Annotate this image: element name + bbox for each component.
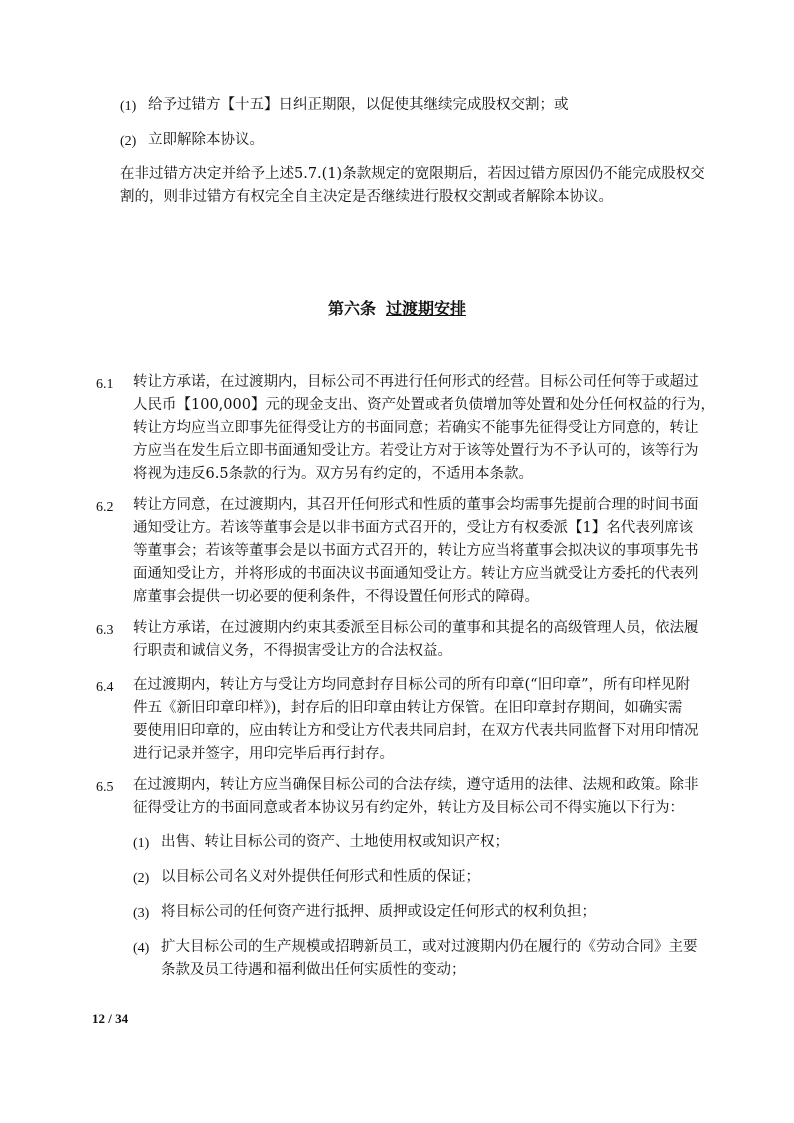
section-number: 6.1 — [96, 377, 114, 392]
section-line: 进行记录并签字，用印完毕后再行封存。 — [133, 746, 394, 762]
section-line: 席董事会提供一切必要的便利条件，不得设置任何形式的障碍。 — [133, 589, 539, 605]
paragraph-line: 割的，则非过错方有权完全自主决定是否继续进行股权交割或者解除本协议。 — [120, 189, 613, 205]
section-line: 征得受让方的书面同意或者本协议另有约定外，转让方及目标公司不得实施以下行为： — [133, 800, 684, 816]
intro-item-text: 给予过错方【十五】日纠正期限，以促使其继续完成股权交割；或 — [148, 97, 569, 113]
section-line: 人民币【100,000】元的现金支出、资产处置或者负债增加等处置和处分任何权益的行为， — [133, 397, 715, 413]
subitem-number: (2) — [133, 871, 150, 886]
section-line: 要使用旧印章的，应由转让方和受让方代表共同启封，在双方代表共同监督下对用印情况 — [133, 723, 699, 739]
intro-item-number: (2) — [120, 134, 137, 149]
subitem-line: 条款及员工待遇和福利做出任何实质性的变动； — [161, 962, 466, 978]
article-label: 第六条 — [327, 299, 376, 318]
subitem-line: 扩大目标公司的生产规模或招聘新员工，或对过渡期内仍在履行的《劳动合同》主要 — [161, 939, 698, 955]
section-line: 转让方同意，在过渡期内，其召开任何形式和性质的董事会均需事先提前合理的时间书面 — [133, 497, 699, 513]
section-number: 6.2 — [96, 500, 114, 515]
section-line: 等董事会；若该等董事会是以书面方式召开的，转让方应当将董事会拟决议的事项事先书 — [133, 543, 699, 559]
section-number: 6.4 — [96, 680, 114, 695]
article-heading — [0, 298, 794, 320]
intro-item-number: (1) — [120, 99, 137, 114]
section-line: 通知受让方。若该等董事会是以非书面方式召开的，受让方有权委派【1】名代表列席该 — [133, 520, 694, 536]
subitem-number: (1) — [133, 836, 150, 851]
section-line: 面通知受让方，并将形成的书面决议书面通知受让方。转让方应当就受让方委托的代表列 — [133, 566, 699, 582]
section-line: 行职责和诚信义务，不得损害受让方的合法权益。 — [133, 643, 452, 659]
section-number: 6.3 — [96, 623, 114, 638]
section-line: 在过渡期内，转让方应当确保目标公司的合法存续，遵守适用的法律、法规和政策。除非 — [133, 777, 699, 793]
section-line: 方应当在发生后立即书面通知受让方。若受让方对于该等处置行为不予认可的，该等行为 — [133, 443, 699, 459]
section-line: 转让方承诺，在过渡期内约束其委派至目标公司的董事和其提名的高级管理人员，依法履 — [133, 620, 699, 636]
section-line: 转让方承诺，在过渡期内，目标公司不再进行任何形式的经营。目标公司任何等于或超过 — [133, 374, 699, 390]
section-number: 6.5 — [96, 780, 114, 795]
subitem-line: 出售、转让目标公司的资产、土地使用权或知识产权； — [161, 834, 509, 850]
section-line: 将视为违反6.5条款的行为。双方另有约定的，不适用本条款。 — [133, 466, 534, 482]
subitem-line: 以目标公司名义对外提供任何形式和性质的保证； — [161, 869, 480, 885]
subitem-number: (4) — [133, 941, 150, 956]
paragraph-line: 在非过错方决定并给予上述5.7.(1)条款规定的宽限期后，若因过错方原因仍不能完成股权交 — [120, 166, 705, 182]
subitem-number: (3) — [133, 906, 150, 921]
article-title: 过渡期安排 — [386, 299, 467, 318]
intro-item-text: 立即解除本协议。 — [148, 132, 264, 148]
subitem-line: 将目标公司的任何资产进行抵押、质押或设定任何形式的权利负担； — [161, 904, 596, 920]
page-number: 12 / 34 — [92, 1011, 129, 1026]
section-line: 转让方均应当立即事先征得受让方的书面同意；若确实不能事先征得受让方同意的，转让 — [133, 420, 699, 436]
section-line: 件五《新旧印章印样》)，封存后的旧印章由转让方保管。在旧印章封存期间，如确实需 — [133, 700, 683, 716]
section-line: 在过渡期内，转让方与受让方均同意封存目标公司的所有印章(“旧印章”，所有印样见附 — [133, 677, 690, 693]
